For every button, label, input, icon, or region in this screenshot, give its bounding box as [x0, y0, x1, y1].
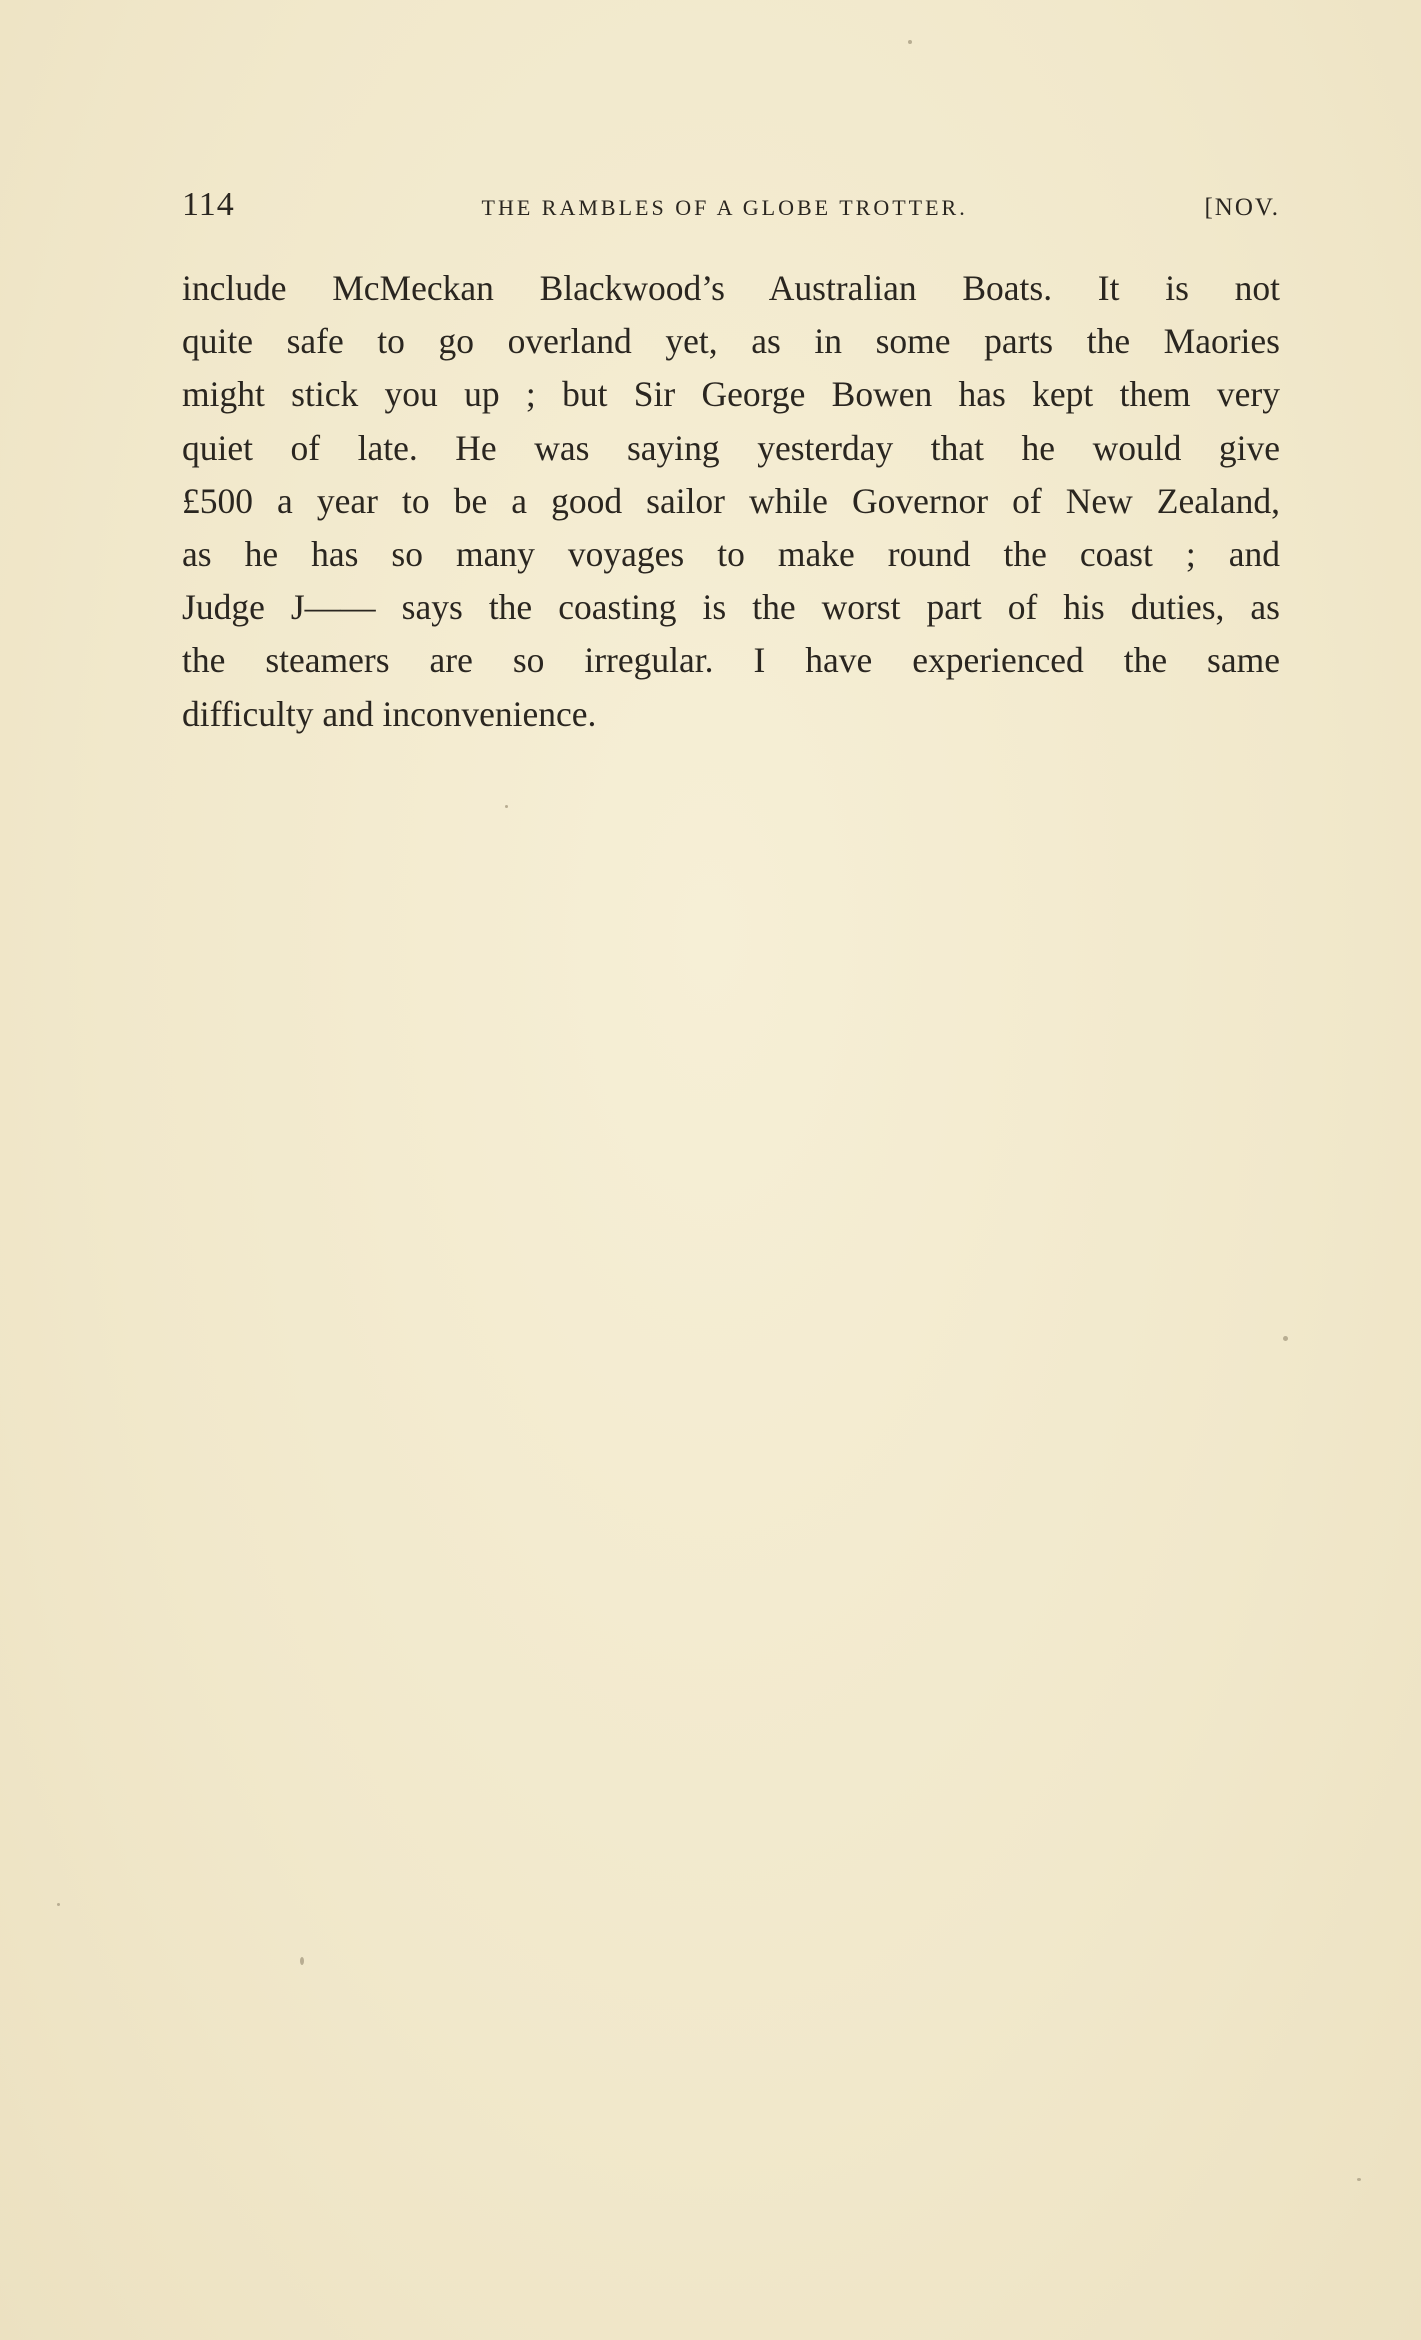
text-line: Judge J—— says the coasting is the worst part of his duties, as	[182, 587, 1280, 628]
text-line: might stick you up ; but Sir George Bowen has kept them very	[182, 374, 1280, 415]
paper-speck	[1357, 2178, 1361, 2181]
paper-speck	[57, 1903, 60, 1906]
text-line: include McMeckan Blackwood’s Australian Boats. It is not	[182, 268, 1280, 308]
text-line: the steamers are so irregular. I have experienced the same	[182, 640, 1280, 681]
text-line: as he has so many voyages to make round the coast ; and	[182, 533, 1280, 574]
body-paragraph	[182, 262, 1280, 741]
running-head	[182, 186, 1280, 236]
page-number: 114	[182, 186, 235, 223]
paper-speck	[1283, 1336, 1288, 1341]
text-line: difficulty and inconvenience.	[182, 693, 597, 734]
running-month: [NOV.	[1204, 194, 1280, 221]
text-line: quite safe to go overland yet, as in some parts the Maories	[182, 321, 1280, 362]
text-line: £500 a year to be a good sailor while Governor of New Zealand,	[182, 480, 1280, 521]
paper-speck	[908, 40, 912, 44]
paper-speck	[505, 805, 508, 808]
text-line: quiet of late. He was saying yesterday that he would give	[182, 427, 1280, 468]
paper-speck	[300, 1957, 304, 1965]
running-title: THE RAMBLES OF A GLOBE TROTTER.	[481, 195, 968, 220]
